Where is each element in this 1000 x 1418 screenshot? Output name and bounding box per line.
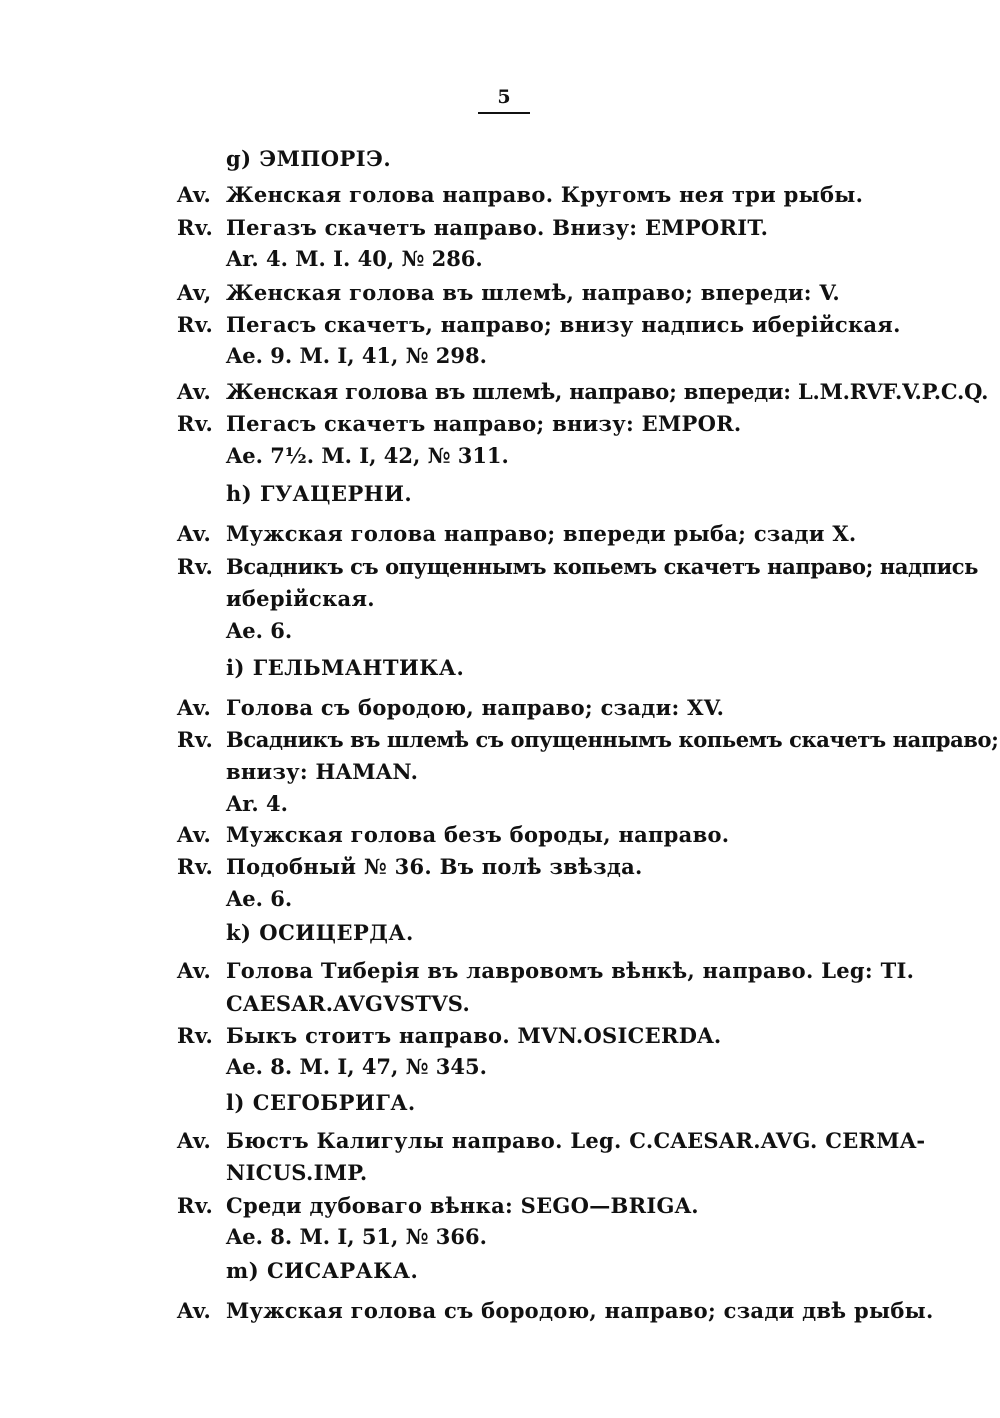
entry-label: Rv. (177, 554, 214, 579)
entry-label: Rv. (177, 1193, 214, 1218)
entry-text: Всадникъ въ шлемѣ съ опущеннымъ копьемъ скачетъ направо; (226, 727, 999, 752)
entry-label: Av. (177, 521, 212, 546)
entry-label: Av. (177, 379, 212, 404)
entry-label: Av, (177, 280, 212, 305)
entry-label: Rv. (177, 312, 214, 337)
entry-label: Av. (177, 822, 212, 847)
entry-text: Всадникъ съ опущеннымъ копьемъ скачетъ направо; надпись (226, 554, 979, 579)
entry-reference: Ar. 4. M. I. 40, № 286. (226, 246, 483, 271)
entry-label: Rv. (177, 854, 214, 879)
section-heading-l: l) СЕГОБРИГА. (226, 1090, 416, 1115)
entry-reference: Ae. 6. (226, 618, 293, 643)
entry-continuation: CAESAR.AVGVSTVS. (226, 991, 471, 1016)
entry-reference: Ae. 7½. M. I, 42, № 311. (226, 443, 509, 468)
section-heading-m: m) СИСАРАКА. (226, 1258, 419, 1283)
entry-label: Rv. (177, 1023, 214, 1048)
page-number: 5 (478, 86, 530, 114)
entry-text: Быкъ стоитъ направо. MVN.OSICERDA. (226, 1023, 722, 1048)
entry-text: Мужская голова направо; впереди рыба; сзади X. (226, 521, 857, 546)
entry-text: Среди дубоваго вѣнка: SEGO—BRIGA. (226, 1193, 699, 1218)
entry-text: Пегазъ скачетъ направо. Внизу: EMPORIT. (226, 215, 769, 240)
entry-continuation: внизу: HAMAN. (226, 759, 419, 784)
entry-text: Пегасъ скачетъ направо; внизу: EMPOR. (226, 411, 742, 436)
section-heading-h: h) ГУАЦЕРНИ. (226, 481, 413, 506)
entry-text: Подобный № 36. Въ полѣ звѣзда. (226, 854, 643, 879)
section-heading-g: g) ЭМПОРІЭ. (226, 146, 392, 171)
entry-text: Бюстъ Калигулы направо. Leg. C.CAESAR.AVG. CERMA- (226, 1128, 926, 1153)
entry-continuation: иберійская. (226, 586, 375, 611)
entry-label: Av. (177, 1298, 212, 1323)
entry-label: Rv. (177, 411, 214, 436)
entry-label: Av. (177, 1128, 212, 1153)
entry-label: Av. (177, 695, 212, 720)
entry-reference: Ae. 9. M. I, 41, № 298. (226, 343, 487, 368)
section-heading-k: k) ОСИЦЕРДА. (226, 920, 414, 945)
entry-reference: Ae. 8. M. I, 51, № 366. (226, 1224, 487, 1249)
entry-text: Мужская голова съ бородою, направо; сзади двѣ рыбы. (226, 1298, 934, 1323)
entry-text: Женская голова направо. Кругомъ нея три рыбы. (226, 182, 864, 207)
entry-text: Мужская голова безъ бороды, направо. (226, 822, 730, 847)
entry-text: Голова Тиберія въ лавровомъ вѣнкѣ, направо. Leg: TI. (226, 958, 915, 983)
entry-label: Rv. (177, 727, 214, 752)
entry-reference: Ar. 4. (226, 791, 288, 816)
entry-continuation: NICUS.IMP. (226, 1160, 368, 1185)
entry-text: Женская голова въ шлемѣ, направо; впереди: V. (226, 280, 840, 305)
entry-text: Пегасъ скачетъ, направо; внизу надпись иберійская. (226, 312, 901, 337)
section-heading-i: i) ГЕЛЬМАНТИКА. (226, 655, 465, 680)
entry-label: Av. (177, 958, 212, 983)
entry-text: Голова съ бородою, направо; сзади: XV. (226, 695, 725, 720)
entry-label: Rv. (177, 215, 214, 240)
entry-reference: Ae. 6. (226, 886, 293, 911)
entry-reference: Ae. 8. M. I, 47, № 345. (226, 1054, 487, 1079)
entry-label: Av. (177, 182, 212, 207)
entry-text: Женская голова въ шлемѣ, направо; впереди: L.M.RVF.V.P.C.Q. (226, 379, 989, 404)
